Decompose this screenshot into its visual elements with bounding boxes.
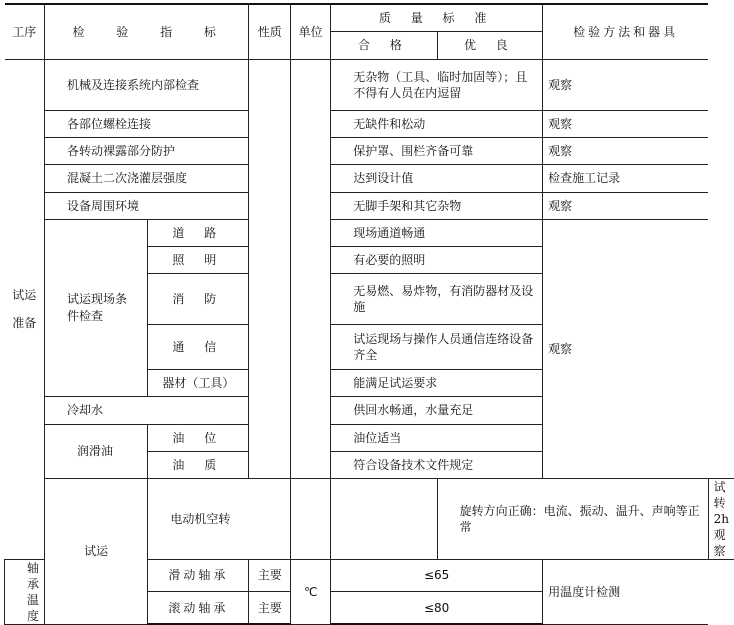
item-internal-check: 机械及连接系统内部检查 — [45, 59, 249, 110]
item-motor-idle: 电动机空转 — [148, 478, 291, 559]
header-quality-standard: 质 量 标 准 — [331, 4, 543, 31]
sub-road: 道 路 — [148, 219, 249, 246]
sub-rolling-bearing: 滚动轴承 — [148, 592, 249, 625]
site-condition-group — [45, 219, 148, 396]
method-bearing-temp: 用温度计检测 — [543, 559, 709, 624]
method-concrete-strength: 检查施工记录 — [543, 164, 709, 192]
section-run-label: 试运 — [84, 544, 109, 558]
standard-road: 现场通道畅通 — [331, 219, 543, 246]
header-process: 工序 — [5, 4, 45, 59]
method-internal-check: 观察 — [543, 59, 709, 110]
standard-communication: 试运现场与操作人员通信连络设备齐全 — [331, 324, 543, 369]
sub-lighting: 照 明 — [148, 246, 249, 273]
item-concrete-strength: 混凝土二次浇灌层强度 — [45, 164, 249, 192]
sub-sliding-bearing: 滑动轴承 — [148, 559, 249, 592]
header-indicator: 检 验 指 标 — [45, 4, 249, 59]
standard-oil-quality: 符合设备技术文件规定 — [331, 451, 543, 478]
nature-rolling-bearing: 主要 — [249, 592, 291, 625]
method-bolt-connection: 观察 — [543, 110, 709, 137]
nature-motor-idle — [291, 478, 331, 559]
section-prep — [5, 59, 45, 559]
standard-sliding-bearing: ≤65 — [331, 559, 543, 592]
inspection-table — [4, 3, 734, 625]
standard-motor-idle: 旋转方向正确：电流、振动、温升、声响等正常 — [437, 478, 708, 559]
standard-bolt-connection: 无缺件和松动 — [331, 110, 543, 137]
sub-communication: 通 信 — [148, 324, 249, 369]
site-condition-label: 试运现场条件检查 — [67, 291, 128, 323]
method-motor-idle: 试转 2h 观察 — [708, 478, 734, 559]
standard-cooling-water: 供回水畅通，水量充足 — [331, 396, 543, 424]
lube-oil-group: 润滑油 — [45, 424, 148, 478]
header-qualified: 合 格 — [331, 31, 437, 59]
standard-rotating-protection: 保护罩、围栏齐备可靠 — [331, 137, 543, 164]
standard-rolling-bearing: ≤80 — [331, 592, 543, 625]
section-prep-label: 试运准备 — [12, 288, 37, 330]
unit-celsius: ℃ — [291, 559, 331, 624]
sub-oil-level: 油 位 — [148, 424, 249, 451]
method-site-group: 观察 — [543, 219, 709, 478]
standard-fire: 无易燃、易炸物，有消防器材及设施 — [331, 273, 543, 324]
sub-equipment-tools: 器材（工具） — [148, 369, 249, 396]
method-rotating-protection: 观察 — [543, 137, 709, 164]
item-surroundings: 设备周围环境 — [45, 192, 249, 219]
nature-sliding-bearing: 主要 — [249, 559, 291, 592]
header-method: 检验方法和器具 — [543, 4, 709, 59]
item-bolt-connection: 各部位螺栓连接 — [45, 110, 249, 137]
method-surroundings: 观察 — [543, 192, 709, 219]
unit-cell — [291, 59, 331, 478]
standard-oil-level: 油位适当 — [331, 424, 543, 451]
header-excellent: 优 良 — [437, 31, 542, 59]
bearing-temp-group: 轴承温度 — [5, 559, 45, 624]
standard-concrete-strength: 达到设计值 — [331, 164, 543, 192]
sub-oil-quality: 油 质 — [148, 451, 249, 478]
standard-surroundings: 无脚手架和其它杂物 — [331, 192, 543, 219]
sub-fire: 消 防 — [148, 273, 249, 324]
standard-equipment-tools: 能满足试运要求 — [331, 369, 543, 396]
item-cooling-water: 冷却水 — [45, 396, 249, 424]
item-rotating-protection: 各转动裸露部分防护 — [45, 137, 249, 164]
standard-internal-check: 无杂物（工具、临时加固等）；且不得有人员在内逗留 — [331, 59, 543, 110]
header-nature: 性质 — [249, 4, 291, 59]
unit-motor-idle — [331, 478, 437, 559]
standard-lighting: 有必要的照明 — [331, 246, 543, 273]
header-unit: 单位 — [291, 4, 331, 59]
nature-cell — [249, 59, 291, 478]
section-run — [45, 478, 148, 624]
